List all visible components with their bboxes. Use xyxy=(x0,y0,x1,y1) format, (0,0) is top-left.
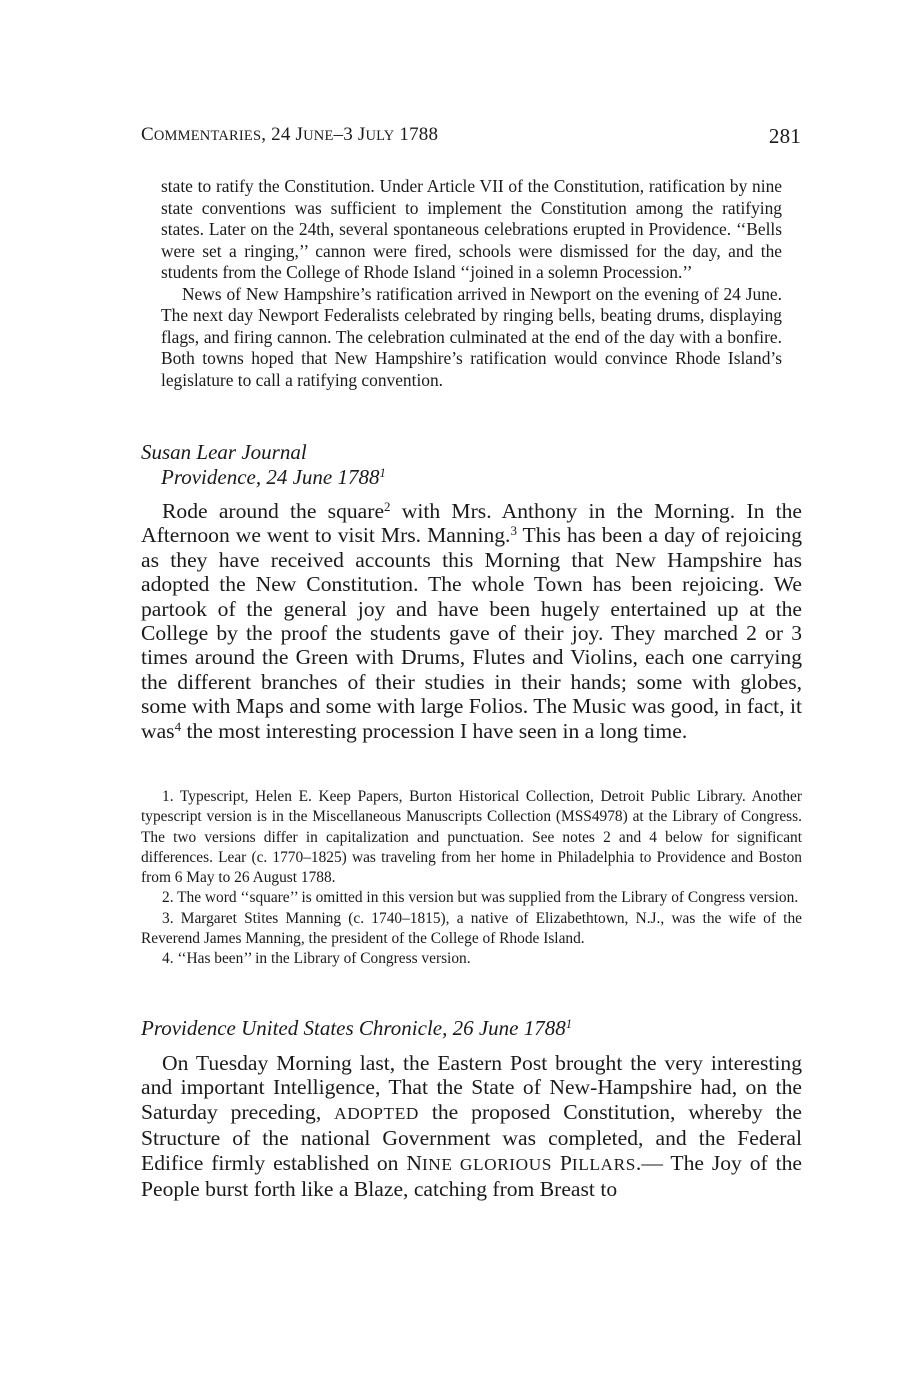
footnote: 2. The word ‘‘square’’ is omitted in this version but was supplied from the Library of Congress version. xyxy=(162,889,799,907)
document-heading: Susan Lear Journal xyxy=(141,440,307,464)
newspaper-article xyxy=(141,1051,802,1201)
page-number: 281 xyxy=(768,124,801,148)
footnote-ref: 4 xyxy=(174,718,182,734)
footnote-ref: 1 xyxy=(379,466,386,481)
footnote-ref: 1 xyxy=(565,1017,573,1032)
running-head xyxy=(141,124,801,146)
journal-paragraph: Rode around the square$^2$ with Mrs. Anthony in the Morning. In the Afternoon we went to visit Mrs. Manning.$^3$ This has been a day of rejoicing as they have received accounts this Morning that New Hampshire has adopted the New Constitution. The whole Town has been rejoicing. We partook of the general joy and have been hugely entertained up at the College by the proof the students gave of their joy. They marched 2 or 3 times around the Green with Drums, Flutes and Violins, each one carrying the different branches of their studies in their hands; some with globes, some with Maps and some with large Folios. The Music was good, in fact, it was$^4$ the most interesting procession I have seen in a long time. xyxy=(141,498,802,743)
footnote: 1. Typescript, Helen E. Keep Papers, Burton Historical Collection, Detroit Public Library. Another typescript version is in the Miscellaneous Manuscripts Collection (MSS4978) at the Library of Congress. The two versions differ in capitalization and punctuation. See notes 2 and 4 below for significant differences. Lear (c. 1770–1825) was traveling from her home in Philadelphia to Providence and Boston from 6 May to 26 August 1788. xyxy=(141,788,802,887)
document-dateline: Providence, 24 June 1788$^1$ xyxy=(161,465,386,489)
running-head-title: COMMENTARIES, 24 JUNE–3 JULY 1788 xyxy=(141,124,439,145)
footnote-ref: 2 xyxy=(384,498,391,514)
article-paragraph: On Tuesday Morning last, the Eastern Post brought the very interesting and important Intelligence, That the State of New-Hampshire had, on the Saturday preceding, ADOPTED the proposed Constitution, whereby the Structure of the national Government was completed, and the Federal Edifice firmly established on NINE GLORIOUS PILLARS.— The Joy of the People burst forth like a Blaze, catching from Breast to xyxy=(141,1051,802,1202)
document-heading: Providence United States Chronicle, 26 June 1788$^1$ xyxy=(141,1016,573,1040)
footnotes xyxy=(141,787,802,970)
intro-paragraph: News of New Hampshire’s ratification arrived in Newport on the evening of 24 June. The next day Newport Federalists celebrated by ringing bells, beating drums, displaying flags, and firing cannon. The celebration culminated at the end of the day with a bonfire. Both towns hoped that New Hampshire’s ratification would convince Rhode Island’s legislature to call a ratifying convention. xyxy=(161,283,782,390)
footnote-ref: 3 xyxy=(510,523,517,539)
footnote: 3. Margaret Stites Manning (c. 1740–1815), a native of Elizabethtown, N.J., was the wife of the Reverend James Manning, the president of the College of Rhode Island. xyxy=(141,909,802,948)
intro-section xyxy=(161,176,782,391)
intro-paragraph: state to ratify the Constitution. Under Article VII of the Constitution, ratification by nine state conventions was sufficient to implement the Constitution among the ratifying states. Later on the 24th, several spontaneous celebrations erupted in Providence. ‘‘Bells were set a ringing,’’ cannon were fired, schools were dismissed for the day, and the students from the College of Rhode Island ‘‘joined in a solemn Procession.’’ xyxy=(161,176,782,282)
footnote: 4. ‘‘Has been’’ in the Library of Congress version. xyxy=(162,950,471,968)
journal-entry xyxy=(141,499,802,743)
